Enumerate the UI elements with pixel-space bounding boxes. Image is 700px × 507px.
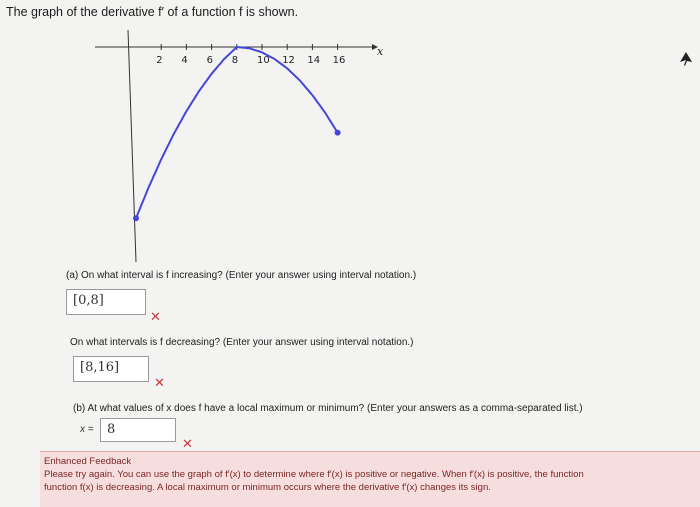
x-equals-label: x = [80,424,94,435]
x-tick-label: 16 [332,55,346,66]
answer-increasing-value: [0,8] [73,293,104,308]
x-axis-label: x [377,45,384,58]
answer-decreasing-value: [8,16] [80,360,120,375]
feedback-line-1: Please try again. You can use the graph of f′(x) to determine where f′(x) is positive or negative. When f′(x) is positive, the function [44,469,584,480]
question-part-b: (b) At what values of x does f have a local maximum or minimum? (Enter your answers as a comma-separated list.) [73,403,583,414]
incorrect-icon: ✕ [150,309,161,324]
curve-end-point [335,130,341,136]
question-decreasing: On what intervals is f decreasing? (Enter your answer using interval notation.) [70,337,414,348]
x-tick-label: 8 [231,55,239,66]
derivative-curve [136,47,338,218]
feedback-title: Enhanced Feedback [44,456,132,467]
curve-start-point [133,215,139,221]
enhanced-feedback-panel [40,451,700,507]
x-tick-label: 6 [206,55,213,66]
x-tick-label: 10 [257,55,270,66]
incorrect-icon: ✕ [154,375,165,390]
answer-decreasing-input[interactable] [73,356,149,382]
question-increasing: (a) On what interval is f increasing? (Enter your answer using interval notation.) [66,270,417,281]
x-tick-label: 12 [282,55,295,66]
x-tick-label: 4 [181,55,188,66]
answer-extrema-input[interactable] [100,418,176,442]
y-axis [128,30,136,262]
incorrect-icon: ✕ [182,436,193,451]
mouse-cursor-icon [680,52,692,66]
problem-title: The graph of the derivative f′ of a function f is shown. [6,5,299,19]
feedback-line-2: function f(x) is decreasing. A local maximum or minimum occurs where the derivative f′(x) changes its sign. [44,482,491,493]
answer-extrema-value: 8 [107,422,116,437]
x-tick-label: 14 [307,55,321,66]
x-tick-label: 2 [156,55,163,66]
answer-increasing-input[interactable] [66,289,146,315]
